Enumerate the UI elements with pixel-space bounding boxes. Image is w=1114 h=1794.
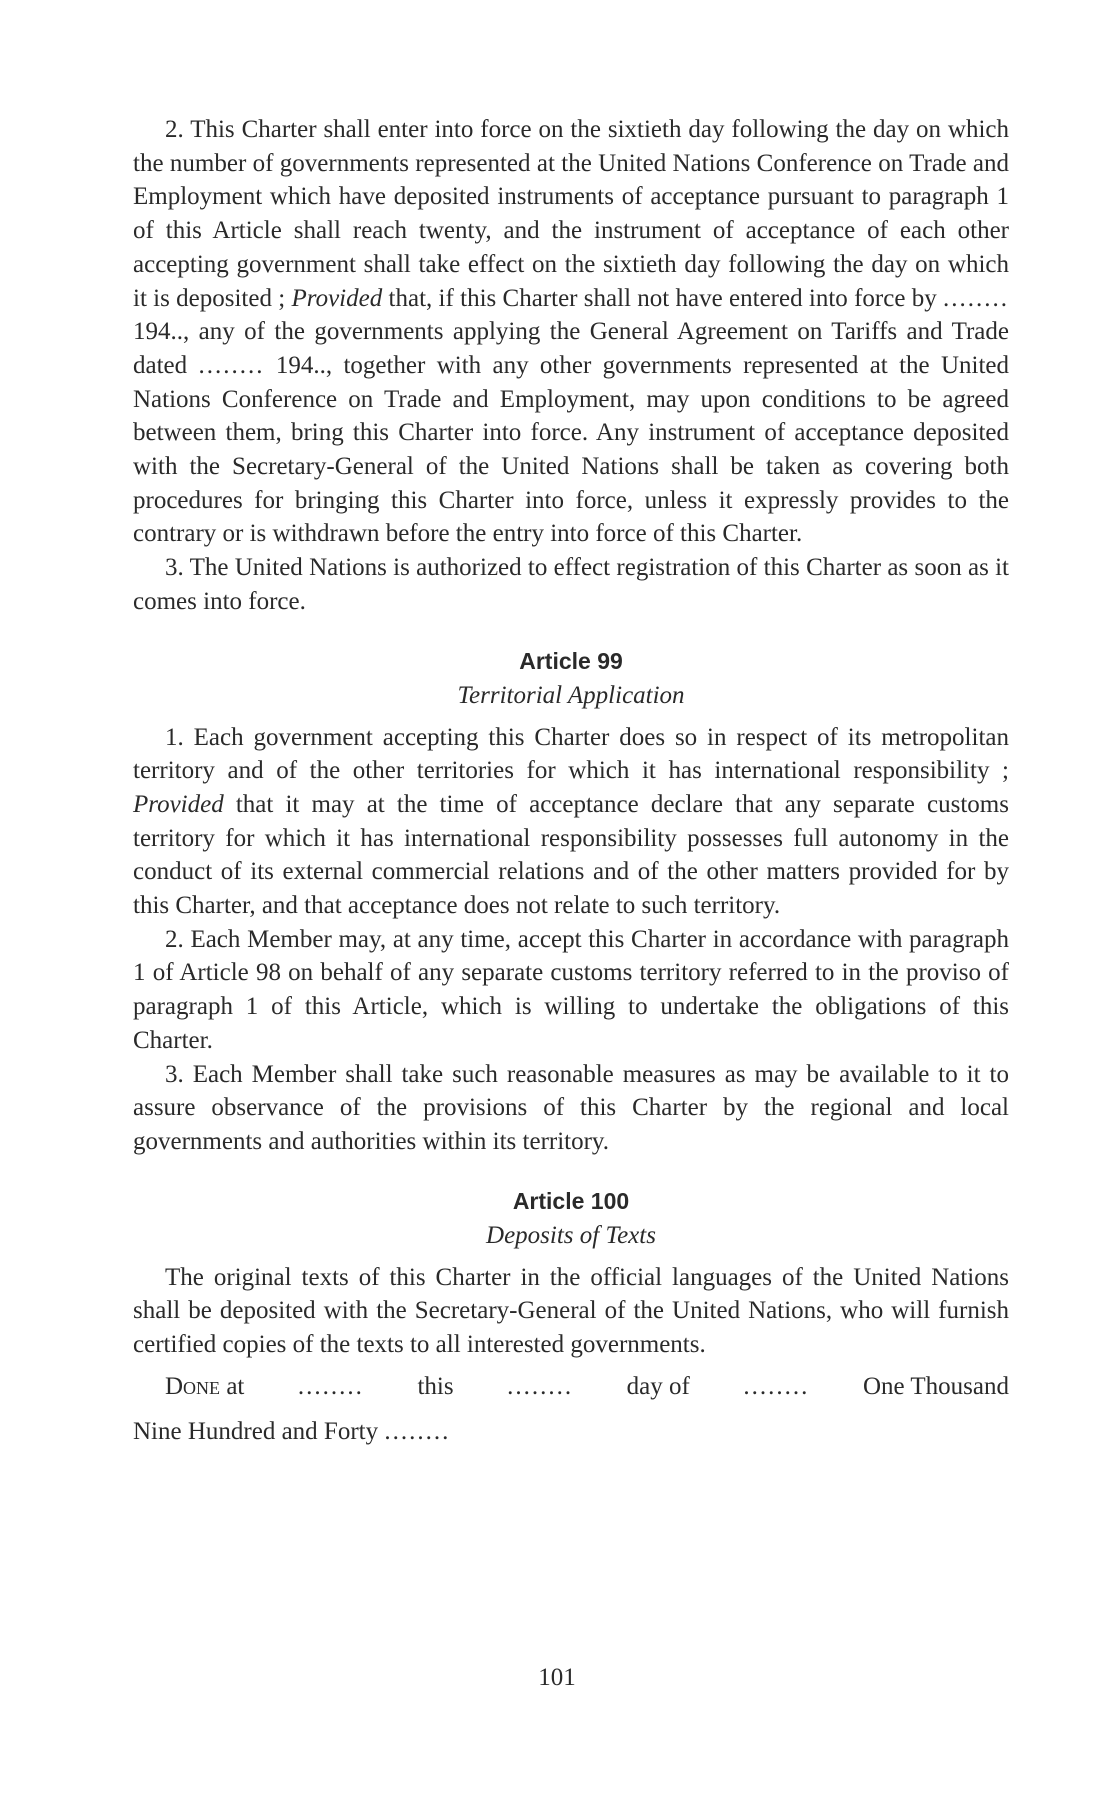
blank-dots: ........ [743,1372,810,1400]
page-body [133,113,1009,1448]
done-this: this [417,1372,454,1400]
paragraph-2 [133,113,1009,551]
article-99-paragraph-1-text-a: 1. Each government accepting this Charter does so in respect of its metropolitan territory and of the other territories for which it has international responsibility ; [133,723,1009,785]
blank-dots: ........ [507,1372,574,1400]
blank-dots: ........ [943,284,1010,312]
paragraph-2-text-b: that, if this Charter shall not have entered into force by [382,284,944,312]
done-one-thousand: One Thousand [862,1372,1009,1400]
paragraph-2-text-d: 194.., together with any other governments represented at the United Nations Conference on Trade and Employment, may upon conditions to be agreed between them, bring this Charter into force. Any instrument of acceptance deposited with the Secretary-General of the United Nations shall be taken as covering both procedures for bringing this Charter into force, unless it expressly provides to the contrary or is withdrawn before the entry into force of this Charter. [133,351,1010,548]
page-number: 101 [538,1664,576,1691]
article-100-subtitle: Deposits of Texts [486,1221,656,1249]
article-99-heading: Article 99 [519,647,623,674]
paragraph-2-text-a: 2. This Charter shall enter into force on the sixtieth day following the day on which the number of governments represented at the United Nations Conference on Trade and Employment which have deposited instruments of acceptance pursuant to paragraph 1 of this Article shall reach twenty, and the instrument of acceptance of each other accepting government shall take effect on the sixtieth day following the day on which it is deposited ; [133,116,1009,312]
blank-dots: ........ [297,1372,364,1400]
done-day-of: day of [626,1372,690,1400]
article-99-paragraph-3: 3. Each Member shall take such reasonable measures as may be available to it to assure observance of the provisions of this Charter by the regional and local governments and authorities within its territory. [133,1060,1009,1155]
provided-italic: Provided [133,790,224,818]
signature-block [133,1370,1009,1448]
done-word: Done [165,1372,221,1400]
paragraph-3: 3. The United Nations is authorized to effect registration of this Charter as soon as it comes into force. [133,554,1009,615]
blank-dots: ........ [384,1417,451,1445]
paragraph-2-text-c: 194.., any of the governments applying the General Agreement on Tariffs and Trade dated [133,318,1009,379]
done-line-2 [133,1415,1009,1449]
done-year-text: Nine Hundred and Forty [133,1417,379,1445]
done-at-group [133,1370,244,1404]
article-100-heading: Article 100 [512,1187,630,1214]
done-at: at [226,1372,245,1400]
article-99-paragraph-2: 2. Each Member may, at any time, accept this Charter in accordance with paragraph 1 of Article 98 on behalf of any separate customs territory referred to in the proviso of paragraph 1 of this Article, which is willing to undertake the obligations of this Charter. [133,925,1009,1054]
article-99-paragraph-1-text-b: that it may at the time of acceptance declare that any separate customs territory for which it has international responsibility possesses full autonomy in the conduct of its external commercial relations and of the other matters provided for by this Charter, and that acceptance does not relate to such territory. [133,790,1009,920]
provided-italic: Provided [291,284,383,312]
article-100-paragraph-1: The original texts of this Charter in the official languages of the United Nations shall be deposited with the Secretary-General of the United Nations, who will furnish certified copies of the texts to all interested governments. [133,1263,1009,1359]
blank-dots: ........ [198,351,265,379]
article-99-paragraph-1 [133,721,1009,923]
done-line-1 [133,1370,1009,1404]
article-99-subtitle: Territorial Application [457,681,685,709]
